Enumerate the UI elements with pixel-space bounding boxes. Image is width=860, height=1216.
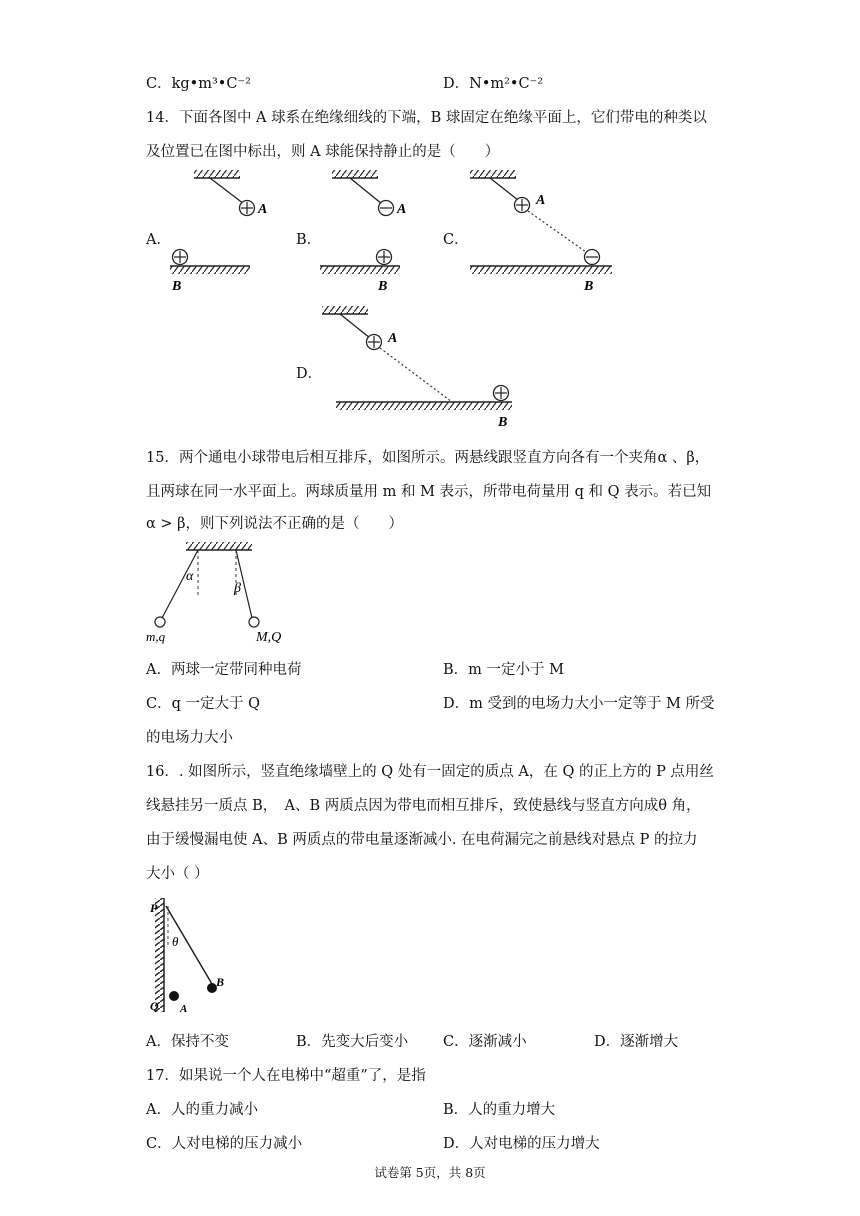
q16-a-label: A — [180, 1003, 188, 1015]
q14-a-ball-label: A — [388, 331, 398, 346]
q15-alpha-label: α — [186, 569, 194, 584]
q15-stem-line2: 且两球在同一水平面上。两球质量用 m 和 M 表示，所带电荷量用 q 和 Q 表示。若已知 — [146, 484, 712, 500]
q15-figure — [146, 542, 281, 645]
q15-beta-label: β — [234, 581, 241, 596]
q15-option-d: D．m 受到的电场力大小一定等于 M 所受 — [443, 696, 715, 712]
q16-option-c: C．逐渐减小 — [443, 1034, 527, 1050]
q15-left-ball-label: m,q — [146, 629, 166, 644]
q14-b-ball-label: B — [498, 415, 508, 430]
q17-option-a: A．人的重力减小 — [146, 1102, 258, 1118]
page-footer: 试卷第 5页，共 8页 — [374, 1165, 486, 1180]
q16-stem-line1: 16．. 如图所示，竖直绝缘墙壁上的 Q 处有一固定的质点 A，在 Q 的正上方的 P 点用丝 — [146, 764, 714, 780]
q14-figure-c — [470, 170, 612, 294]
q14-b-ball-label: B — [172, 279, 182, 294]
q13-option-d: D．N•m²•C⁻² — [443, 76, 544, 92]
q16-stem-line3: 由于缓慢漏电使 A、B 两质点的带电量逐渐减小. 在电荷漏完之前悬线对悬点 P 的拉力 — [146, 832, 698, 848]
q17-option-c: C．人对电梯的压力减小 — [146, 1136, 303, 1152]
q16-option-b: B．先变大后变小 — [296, 1034, 409, 1050]
q14-b-ball-label: B — [378, 279, 388, 294]
q14-option-c-label: C． — [443, 232, 469, 248]
q15-right-ball-label: M,Q — [256, 630, 282, 645]
q14-stem-line2: 及位置已在图中标出，则 A 球能保持静止的是（ ） — [146, 144, 500, 160]
q14-option-b-label: B． — [296, 232, 322, 248]
q17-stem: 17．如果说一个人在电梯中“超重”了，是指 — [146, 1068, 426, 1084]
q13-option-c: C．kg•m³•C⁻² — [146, 76, 251, 92]
q15-stem-line1: 15．两个通电小球带电后相互排斥，如图所示。两悬线跟竖直方向各有一个夹角α 、β， — [146, 450, 710, 466]
q17-option-b: B．人的重力增大 — [443, 1102, 556, 1118]
q16-stem-line2: 线悬挂另一质点 B， A、B 两质点因为带电而相互排斥，致使悬线与竖直方向成θ 角， — [146, 798, 701, 814]
q15-option-a: A．两球一定带同种电荷 — [146, 662, 302, 678]
q14-option-d-label: D． — [296, 366, 323, 382]
q16-stem-line4: 大小（ ） — [146, 866, 209, 882]
q15-option-d-cont: 的电场力大小 — [146, 730, 233, 746]
q14-a-ball-label: A — [536, 193, 546, 208]
q15-option-b: B．m 一定小于 M — [443, 662, 564, 678]
q14-a-ball-label: A — [397, 202, 407, 217]
q16-option-a: A．保持不变 — [146, 1034, 229, 1050]
q16-b-label: B — [216, 975, 225, 989]
q14-stem-line1: 14．下面各图中 A 球系在绝缘细线的下端，B 球固定在绝缘平面上，它们带电的种类以 — [146, 110, 707, 126]
q16-q-label: Q — [150, 999, 159, 1013]
q14-option-a-label: A． — [146, 232, 171, 248]
q14-figure-d — [322, 306, 512, 430]
q14-figure-b — [320, 170, 406, 294]
q16-option-d: D．逐渐增大 — [594, 1034, 679, 1050]
q14-figure-a — [170, 170, 267, 294]
q14-a-ball-label: A — [258, 202, 268, 217]
q16-theta-label: θ — [172, 934, 179, 949]
q16-p-label: P — [150, 901, 158, 915]
q14-b-ball-label: B — [584, 279, 594, 294]
q17-option-d: D．人对电梯的压力增大 — [443, 1136, 600, 1152]
q15-option-c: C．q 一定大于 Q — [146, 696, 260, 712]
q15-stem-line3: α > β，则下列说法不正确的是（ ） — [146, 516, 404, 532]
q16-figure — [150, 898, 224, 1015]
